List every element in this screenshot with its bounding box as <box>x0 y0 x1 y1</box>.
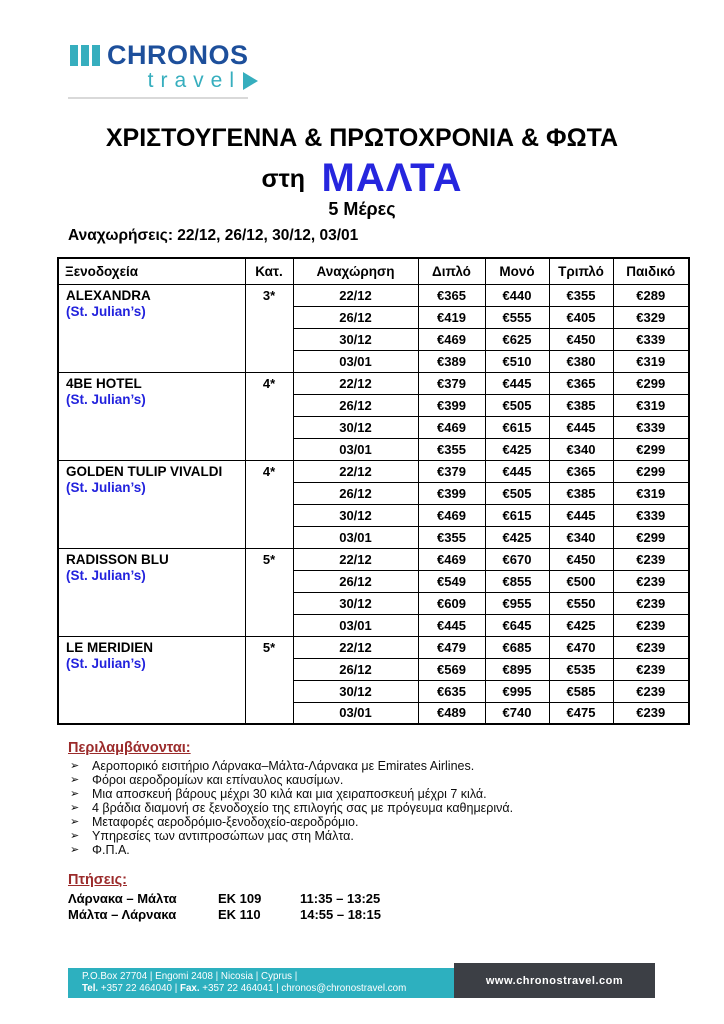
header-departure: Αναχώρηση <box>293 258 418 284</box>
price-child: €339 <box>613 504 689 526</box>
footer-tel-value: +357 22 464040 | <box>98 983 180 994</box>
arrow-bullet-icon: ➢ <box>70 816 80 828</box>
price-double: €609 <box>418 592 485 614</box>
price-child: €239 <box>613 570 689 592</box>
departure-date: 03/01 <box>293 702 418 724</box>
flights-list <box>68 891 488 923</box>
price-triple: €385 <box>549 394 613 416</box>
price-child: €239 <box>613 592 689 614</box>
price-single: €895 <box>485 658 549 680</box>
table-row <box>58 460 689 482</box>
arrow-bullet-icon: ➢ <box>70 760 80 772</box>
included-item-text: Μια αποσκευή βάρους μέχρι 30 κιλά και μια χειραποσκευή μέχρι 7 κιλά. <box>92 787 487 801</box>
departure-date: 22/12 <box>293 284 418 306</box>
arrow-bullet-icon: ➢ <box>70 788 80 800</box>
footer-contact-line <box>82 983 454 995</box>
price-double: €355 <box>418 526 485 548</box>
footer-email-link[interactable]: chronos@chronostravel.com <box>281 983 407 994</box>
included-item <box>68 815 668 829</box>
price-triple: €385 <box>549 482 613 504</box>
price-double: €469 <box>418 328 485 350</box>
destination-prefix: στη <box>261 165 306 193</box>
price-double: €479 <box>418 636 485 658</box>
header-single: Μονό <box>485 258 549 284</box>
table-row <box>58 636 689 658</box>
price-single: €995 <box>485 680 549 702</box>
price-double: €399 <box>418 394 485 416</box>
footer-contact-bar <box>68 968 454 998</box>
price-child: €239 <box>613 680 689 702</box>
price-triple: €550 <box>549 592 613 614</box>
header-child: Παιδικό <box>613 258 689 284</box>
price-child: €329 <box>613 306 689 328</box>
logo-top-row <box>70 40 260 71</box>
header-double: Διπλό <box>418 258 485 284</box>
departure-date: 26/12 <box>293 394 418 416</box>
price-child: €239 <box>613 702 689 724</box>
price-double: €469 <box>418 504 485 526</box>
flight-route: Μάλτα – Λάρνακα <box>68 907 177 922</box>
flights-section <box>68 871 488 923</box>
included-item-text: Αεροπορικό εισιτήριο Λάρνακα–Μάλτα-Λάρνακα με Emirates Airlines. <box>92 759 475 773</box>
price-single: €425 <box>485 438 549 460</box>
hotel-location: (St. Julian’s) <box>66 568 146 584</box>
hotel-cell <box>58 460 245 548</box>
included-item-text: Φόροι αεροδρομίων και επίναυλος καυσίμων. <box>92 773 344 787</box>
hotel-cell <box>58 372 245 460</box>
flights-heading: Πτήσεις: <box>68 872 127 888</box>
hotel-category: 4* <box>245 372 293 460</box>
price-double: €569 <box>418 658 485 680</box>
included-item <box>68 759 668 773</box>
table-row <box>58 548 689 570</box>
table-row <box>58 372 689 394</box>
destination-name: ΜΑΛΤΑ <box>321 156 463 200</box>
chronos-logo <box>70 40 260 93</box>
included-heading: Περιλαμβάνονται: <box>68 740 191 756</box>
departure-date: 22/12 <box>293 636 418 658</box>
price-child: €299 <box>613 438 689 460</box>
departure-date: 30/12 <box>293 680 418 702</box>
flight-route: Λάρνακα – Μάλτα <box>68 891 177 906</box>
flight-code: EK 110 <box>218 907 261 922</box>
price-child: €299 <box>613 460 689 482</box>
price-child: €299 <box>613 526 689 548</box>
price-single: €645 <box>485 614 549 636</box>
three-bars-icon <box>70 45 100 66</box>
logo-brand-text: CHRONOS <box>107 40 249 70</box>
price-single: €445 <box>485 372 549 394</box>
departure-date: 26/12 <box>293 570 418 592</box>
hotel-name: ALEXANDRA <box>66 287 151 303</box>
included-item <box>68 801 668 815</box>
price-single: €445 <box>485 460 549 482</box>
price-triple: €365 <box>549 460 613 482</box>
departure-date: 26/12 <box>293 658 418 680</box>
departure-date: 30/12 <box>293 328 418 350</box>
price-double: €355 <box>418 438 485 460</box>
arrow-bullet-icon: ➢ <box>70 844 80 856</box>
footer-website-link[interactable]: www.chronostravel.com <box>485 974 624 987</box>
departure-dates-line: Αναχωρήσεις: 22/12, 26/12, 30/12, 03/01 <box>68 227 359 244</box>
flight-code: EK 109 <box>218 891 262 906</box>
price-triple: €405 <box>549 306 613 328</box>
price-single: €425 <box>485 526 549 548</box>
hotel-location: (St. Julian’s) <box>66 392 146 408</box>
hotel-category: 5* <box>245 548 293 636</box>
flight-time: 14:55 – 18:15 <box>300 907 381 922</box>
departure-date: 30/12 <box>293 592 418 614</box>
hotel-location: (St. Julian’s) <box>66 480 146 496</box>
arrow-bullet-icon: ➢ <box>70 774 80 786</box>
price-triple: €535 <box>549 658 613 680</box>
logo-divider <box>68 97 248 99</box>
hotel-name: RADISSON BLU <box>66 551 169 567</box>
price-triple: €585 <box>549 680 613 702</box>
price-single: €855 <box>485 570 549 592</box>
price-double: €445 <box>418 614 485 636</box>
arrow-bullet-icon: ➢ <box>70 830 80 842</box>
page-title: ΧΡΙΣΤΟΥΓΕΝΝΑ & ΠΡΩΤΟΧΡΟΝΙΑ & ΦΩΤΑ <box>105 124 619 152</box>
header-hotels: Ξενοδοχεία <box>58 258 245 284</box>
price-child: €339 <box>613 328 689 350</box>
flight-row <box>68 907 488 923</box>
price-double: €399 <box>418 482 485 504</box>
price-single: €625 <box>485 328 549 350</box>
price-child: €299 <box>613 372 689 394</box>
price-triple: €445 <box>549 416 613 438</box>
departure-date: 22/12 <box>293 372 418 394</box>
hotel-cell <box>58 284 245 372</box>
included-item-text: Φ.Π.Α. <box>92 843 130 857</box>
hotel-location: (St. Julian’s) <box>66 304 146 320</box>
hotel-name: 4BE HOTEL <box>66 375 142 391</box>
departure-date: 26/12 <box>293 306 418 328</box>
rates-table <box>57 257 690 725</box>
price-triple: €355 <box>549 284 613 306</box>
price-double: €389 <box>418 350 485 372</box>
included-item-text: 4 βράδια διαμονή σε ξενοδοχείο της επιλογής σας με πρόγευμα καθημερινά. <box>92 801 514 815</box>
footer-address: P.O.Box 27704 | Engomi 2408 | Nicosia | Cyprus | <box>82 971 298 982</box>
price-single: €615 <box>485 416 549 438</box>
price-child: €319 <box>613 350 689 372</box>
price-triple: €450 <box>549 548 613 570</box>
footer-fax-label: Fax. <box>179 983 200 994</box>
included-item-text: Μεταφορές αεροδρόμιο-ξενοδοχείο-αεροδρόμιο. <box>92 815 359 829</box>
hotel-cell <box>58 636 245 724</box>
hotel-category: 3* <box>245 284 293 372</box>
header-triple: Τριπλό <box>549 258 613 284</box>
price-double: €635 <box>418 680 485 702</box>
price-single: €615 <box>485 504 549 526</box>
arrow-bullet-icon: ➢ <box>70 802 80 814</box>
hotel-cell <box>58 548 245 636</box>
price-single: €670 <box>485 548 549 570</box>
included-list <box>68 759 668 857</box>
price-triple: €380 <box>549 350 613 372</box>
table-row <box>58 284 689 306</box>
duration-text: 5 Μέρες <box>328 199 396 219</box>
price-single: €955 <box>485 592 549 614</box>
price-triple: €340 <box>549 526 613 548</box>
price-child: €339 <box>613 416 689 438</box>
price-triple: €425 <box>549 614 613 636</box>
destination-line <box>0 156 724 201</box>
flight-time: 11:35 – 13:25 <box>300 891 381 906</box>
price-child: €239 <box>613 614 689 636</box>
price-triple: €450 <box>549 328 613 350</box>
price-double: €469 <box>418 548 485 570</box>
flight-row <box>68 891 488 907</box>
price-single: €510 <box>485 350 549 372</box>
included-item <box>68 787 668 801</box>
price-double: €549 <box>418 570 485 592</box>
price-double: €379 <box>418 460 485 482</box>
departure-date: 03/01 <box>293 614 418 636</box>
departure-date: 22/12 <box>293 460 418 482</box>
departure-date: 26/12 <box>293 482 418 504</box>
play-triangle-icon <box>243 72 258 90</box>
price-triple: €365 <box>549 372 613 394</box>
departure-date: 30/12 <box>293 416 418 438</box>
price-single: €555 <box>485 306 549 328</box>
price-child: €319 <box>613 482 689 504</box>
price-child: €289 <box>613 284 689 306</box>
departure-date: 22/12 <box>293 548 418 570</box>
price-child: €319 <box>613 394 689 416</box>
footer-tel-label: Tel. <box>82 983 99 994</box>
table-header-row <box>58 258 689 284</box>
price-triple: €475 <box>549 702 613 724</box>
price-single: €685 <box>485 636 549 658</box>
hotel-category: 4* <box>245 460 293 548</box>
hotel-name: LE MERIDIEN <box>66 639 154 655</box>
price-double: €419 <box>418 306 485 328</box>
price-triple: €470 <box>549 636 613 658</box>
departure-date: 30/12 <box>293 504 418 526</box>
price-double: €469 <box>418 416 485 438</box>
included-item <box>68 843 668 857</box>
price-double: €489 <box>418 702 485 724</box>
price-triple: €445 <box>549 504 613 526</box>
price-child: €239 <box>613 636 689 658</box>
price-single: €505 <box>485 394 549 416</box>
header-category: Κατ. <box>245 258 293 284</box>
footer-fax-value: +357 22 464041 | <box>199 983 282 994</box>
included-item-text: Υπηρεσίες των αντιπροσώπων μας στη Μάλτα. <box>92 829 354 843</box>
departure-date: 03/01 <box>293 526 418 548</box>
logo-bottom-row <box>70 69 260 93</box>
included-section <box>68 739 668 857</box>
hotel-name: GOLDEN TULIP VIVALDI <box>66 463 223 479</box>
included-item <box>68 829 668 843</box>
price-triple: €500 <box>549 570 613 592</box>
price-double: €365 <box>418 284 485 306</box>
price-triple: €340 <box>549 438 613 460</box>
logo-sub-text: travel <box>147 69 241 92</box>
footer-website-block <box>454 963 655 998</box>
hotel-location: (St. Julian’s) <box>66 656 146 672</box>
price-single: €740 <box>485 702 549 724</box>
price-child: €239 <box>613 658 689 680</box>
included-item <box>68 773 668 787</box>
price-double: €379 <box>418 372 485 394</box>
price-single: €440 <box>485 284 549 306</box>
price-child: €239 <box>613 548 689 570</box>
price-single: €505 <box>485 482 549 504</box>
departure-date: 03/01 <box>293 438 418 460</box>
departure-date: 03/01 <box>293 350 418 372</box>
hotel-category: 5* <box>245 636 293 724</box>
